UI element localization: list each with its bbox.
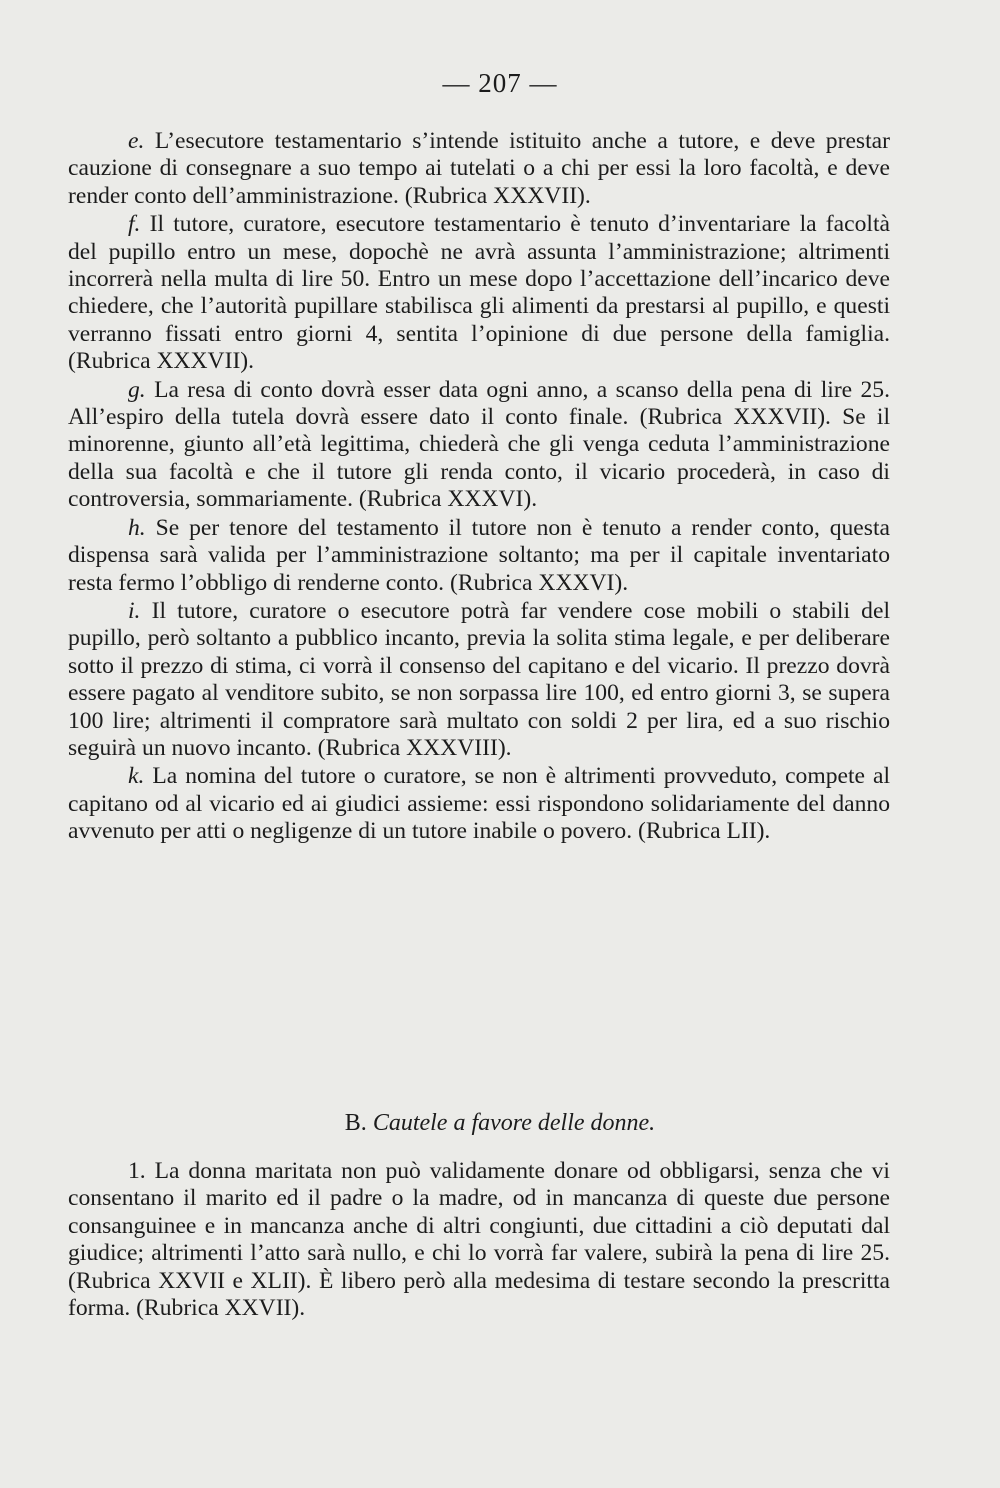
clause-g [68,377,890,514]
clause-label: g. [128,376,146,403]
section-letter: B. [344,1110,367,1136]
clause-text: Il tutore, curatore o esecutore potrà far vendere cose mobili o stabili del pupillo, però soltanto a pubblico incanto, previa la solita stima legale, e per deliberare sotto il prezzo di stima, ci vorrà il consenso del capitano e del vicario. Il prezzo dovrà essere pagato al venditore subito, se non sorpassa lire 100, ed entro giorni 3, se supera 100 lire; altrimenti il compratore sarà multato con soldi 2 per lira, ed a suo rischio seguirà un nuovo incanto. (Rubrica XXXVIII). [68,597,890,761]
section-clauses-block [68,1158,890,1322]
section-title: Cautele a favore delle donne. [372,1110,656,1136]
clause-h [68,515,890,597]
clause-text: L’esecutore testamentario s’intende istituito anche a tutore, e deve prestar cauzione di consegnare a suo tempo ai tutelati o a chi per essi la loro facoltà, e deve render conto dell’amministrazione. (Rubrica XXXVII). [68,128,890,209]
clause-label: f. [128,211,141,238]
clause-label: h. [128,514,146,541]
clause-label: i. [128,597,141,624]
clause-text: La donna maritata non può validamente donare od obbligarsi, senza che vi consentano il marito ed il padre o la madre, od in mancanza di queste due persone consanguinee e in mancanza anche di altri congiunti, due cittadini a ciò deputati dal giudice; altrimenti l’atto sarà nullo, e chi lo vorrà far valere, subirà la pena di lire 25. (Rubrica XXVII e XLII). È libero però alla medesima di testare secondo la prescritta forma. (Rubrica XXVII). [68,1158,890,1322]
clause-label: 1. [128,1158,146,1184]
clause-text: Se per tenore del testamento il tutore non è tenuto a render conto, questa dispensa sarà valida per l’amministrazione soltanto; ma per il capitale inventariato resta fermo l’obbligo di renderne conto. (Rubrica XXXVI). [68,514,890,596]
clause-label: e. [128,128,145,154]
clause-i [68,598,890,762]
clause-text: La nomina del tutore o curatore, se non è altrimenti provveduto, compete al capitano od al vicario ed ai giudici assieme: essi rispondono solidariamente del danno avvenuto per atti o negligenze di un tutore inabile o povero. (Rubrica LII). [68,763,890,845]
section-heading [0,1110,1000,1137]
clause-f [68,211,890,375]
clause-label: k. [128,763,145,790]
clause-e [68,128,890,210]
clause-k [68,763,890,845]
clause-text: Il tutore, curatore, esecutore testamentario è tenuto d’inventariare la facoltà del pupillo entro un mese, dopochè ne avrà assunta l’amministrazione; altrimenti incorrerà nella multa di lire 50. Entro un mese dopo l’accettazione dell’incarico deve chiedere, che l’autorità pupillare stabilisca gli alimenti da prestarsi al pupillo, e questi verranno fissati entro giorni 4, sentita l’opinione di due persone della famiglia. (Rubrica XXXVII). [68,211,890,375]
clauses-block [68,128,890,846]
clause-text: La resa di conto dovrà esser data ogni anno, a scanso della pena di lire 25. All’espiro della tutela dovrà essere dato il conto finale. (Rubrica XXXVII). Se il minorenne, giunto all’età legittima, chiederà che gli venga ceduta l’amministrazione della sua facoltà e che il tutore gli renda conto, il vicario procederà, in caso di controversia, sommariamente. (Rubrica XXXVI). [68,376,890,513]
clause-1 [68,1158,890,1322]
page-number: — 207 — [442,68,558,98]
